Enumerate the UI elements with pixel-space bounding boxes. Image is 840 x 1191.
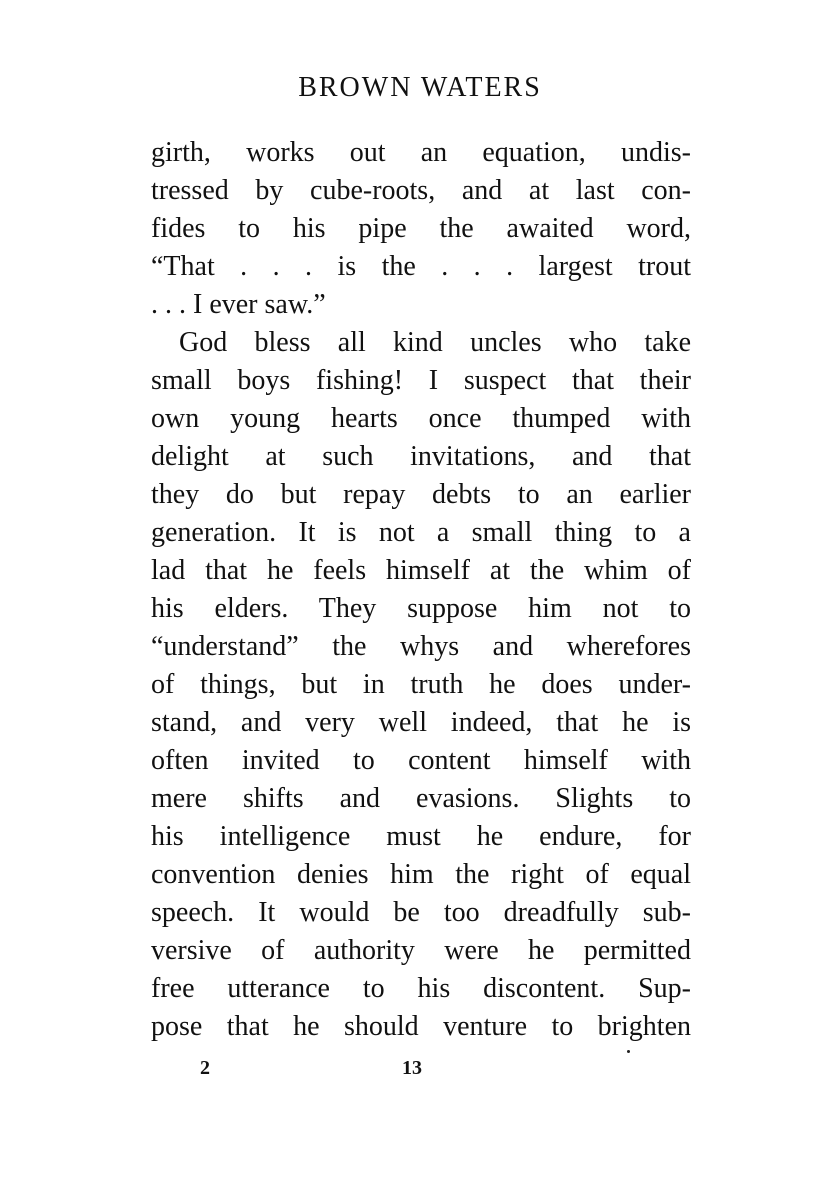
text-line: his intelligence must he endure, for [151, 821, 691, 852]
text-line: lad that he feels himself at the whim of [151, 555, 691, 586]
text-line: convention denies him the right of equal [151, 859, 691, 890]
text-line: girth, works out an equation, undis- [151, 137, 691, 168]
text-line: God bless all kind uncles who take [179, 327, 691, 358]
signature-mark: 2 [200, 1057, 210, 1079]
text-line: free utterance to his discontent. Sup- [151, 973, 691, 1004]
text-line: his elders. They suppose him not to [151, 593, 691, 624]
body-text [151, 134, 691, 1046]
text-line: they do but repay debts to an earlier [151, 479, 691, 510]
text-line: often invited to content himself with [151, 745, 691, 776]
text-line: pose that he should venture to brighten [151, 1011, 691, 1042]
text-line: delight at such invitations, and that [151, 441, 691, 472]
text-line: . . . I ever saw.” [151, 289, 326, 320]
text-line: mere shifts and evasions. Slights to [151, 783, 691, 814]
text-line: tressed by cube-roots, and at last con- [151, 175, 691, 206]
text-line: own young hearts once thumped with [151, 403, 691, 434]
print-speck [627, 1050, 630, 1053]
text-line: of things, but in truth he does under- [151, 669, 691, 700]
text-line: fides to his pipe the awaited word, [151, 213, 691, 244]
running-head: BROWN WATERS [298, 72, 542, 103]
text-line: speech. It would be too dreadfully sub- [151, 897, 691, 928]
text-line: “That . . . is the . . . largest trout [151, 251, 691, 282]
text-line: “understand” the whys and wherefores [151, 631, 691, 662]
text-line: stand, and very well indeed, that he is [151, 707, 691, 738]
text-line: generation. It is not a small thing to a [151, 517, 691, 548]
text-line: versive of authority were he permitted [151, 935, 691, 966]
text-line: small boys fishing! I suspect that their [151, 365, 691, 396]
page-number: 13 [402, 1057, 422, 1079]
